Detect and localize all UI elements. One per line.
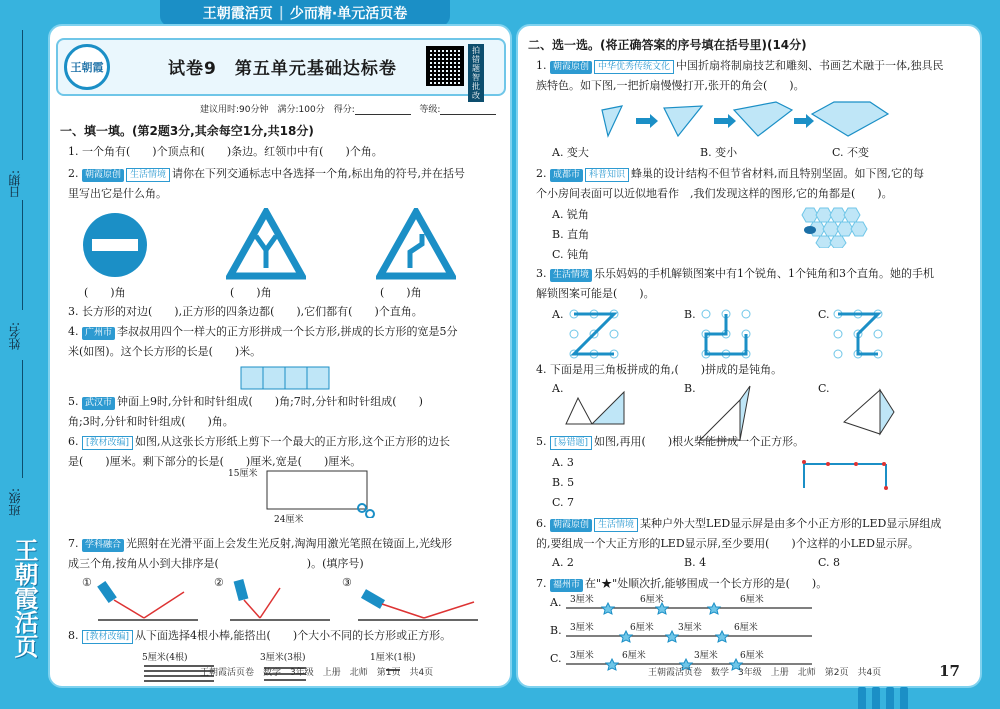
header-brand: 王朝霞活页 [202,6,273,22]
r-q7-c-seg3: 3厘米 [694,651,718,661]
r-tag-original-2: 朝霞原创 [550,519,592,532]
r-q7-line: 在"★"处顺次折,能够围成一个长方形的是( )。 [585,577,828,590]
right-page [516,24,982,688]
bar-1 [858,687,866,709]
r-q7-label-a: A. [550,596,562,609]
r-q7-b-seg4: 6厘米 [734,623,758,633]
q4-line1: 李叔叔用四个一样大的正方形拼成一个长方形,拼成的长方形的宽是5分 [117,325,458,338]
rectangle-paper-figure [266,470,376,518]
section-1-heading: 一、填一填。(第2题3分,其余每空1分,共18分) [60,124,314,138]
left-page [48,24,512,688]
set-square-figure-c [840,382,900,438]
r-q2-opt-c: C. 钝角 [552,248,590,261]
unlock-pattern-c [830,306,886,362]
r-question-7: 7. 福州市 在"★"处顺次折,能够围成一个长方形的是( )。 [536,577,828,590]
r-q7-b-line [566,630,816,644]
curve-road-sign-icon [376,208,456,280]
q2-line1: 请你在下列交通标志中各选择一个角,标出角的符号,并在括号 [172,167,466,180]
r-q1-line1: 中国折扇将制扇技艺和雕刻、书画艺术融于一体,独具民 [676,59,944,72]
q2-caption-2: ( )角 [230,286,272,299]
r-q5-line: 如图,再用( )根火柴能拼成一个正方形。 [594,435,805,448]
r-q2-line2: 个小房间表面可以近似地看作 ,我们发现这样的图形,它的角都是( )。 [536,187,893,200]
stick-label-2: 3厘米(3根) [260,653,306,663]
no-entry-sign-icon [80,210,150,280]
q7-mark-1: ① [82,576,92,589]
tag-life: 生活情境 [126,168,170,182]
r-q7-c-seg2: 6厘米 [622,651,646,661]
r-tag-original: 朝霞原创 [550,61,592,74]
q2-caption-1: ( )角 [84,286,126,299]
date-label: 日期: [8,170,22,199]
q6-width-label: 24厘米 [274,515,304,525]
r-q2-opt-b: B. 直角 [552,228,590,241]
four-squares-figure [240,366,332,390]
question-7: 7. 学科融合 光照射在光滑平面上会发生光反射,淘淘用激光笔照在镜面上,光线形 成三个角,按角从小到大排序是( )。(填序号) [68,537,453,570]
question-3: 3. 长方形的对边( ),正方形的四条边都( ),它们都有( )个直角。 [68,305,423,318]
decorative-bars [858,687,908,709]
r-q7-b-seg2: 6厘米 [630,623,654,633]
grade-blank[interactable] [440,105,496,115]
top-header-tab [160,0,450,26]
r-q3-line2: 解锁图案可能是( )。 [536,287,655,300]
date-line [22,30,23,160]
bar-2 [872,687,880,709]
r-question-1: 1. 朝霞原创 中华优秀传统文化 中国折扇将制扇技艺和雕刻、书画艺术融于一体,独具民 族特色。如下图,一把折扇慢慢打开,张开的角会( )。 [536,59,944,92]
r-tag-life-2: 生活情境 [594,518,638,532]
r-q7-b-seg1: 3厘米 [570,623,594,633]
tag-original: 朝霞原创 [82,169,124,182]
honeycomb-icon [794,206,874,248]
r-q6-line2: 的,要组成一个大正方形的LED显示屏,至少要用( )个这样的小LED显示屏。 [536,537,919,550]
title-box [56,38,506,100]
q4-line2: 米(如图)。这个长方形的长是( )米。 [68,345,262,358]
r-q2-line1: 蜂巢的设计结构不但节省材料,而且特别坚固。如下图,它的每 [631,167,925,180]
page-number: 17 [939,662,960,680]
q7-mark-3: ③ [342,576,352,589]
class-line [22,360,23,478]
r-q4-opt-c: C. [818,382,830,395]
section-2-heading: 二、选一选。(将正确答案的序号填在括号里)(14分) [528,38,807,52]
q2-line2: 里写出它是什么角。 [68,187,167,200]
paper-title: 试卷9 第五单元基础达标卷 [168,59,397,79]
r-q7-c-seg1: 3厘米 [570,651,594,661]
left-footer: 王朝霞活页卷 数学 3年级 上册 北师 第1页 共4页 [200,668,434,678]
r-question-5: 5. [易错题] 如图,再用( )根火柴能拼成一个正方形。 [536,435,805,448]
r-question-2: 2. 成都市 科普知识 蜂巢的设计结构不但节省材料,而且特别坚固。如下图,它的每 个小房间表面可以近似地看作 ,我们发现这样的图形,它的角都是( )。 [536,167,925,200]
r-tag-life: 生活情境 [550,269,592,282]
question-1: 1. 一个角有( )个顶点和( )条边。红领巾中有( )个角。 [68,145,383,158]
bar-3 [886,687,894,709]
r-q5-opt-b: B. 5 [552,476,575,489]
r-q6-line1: 某种户外大型LED显示屏是由多个小正方形的LED显示屏组成 [640,517,942,530]
r-q6-opt-a: A. 2 [552,556,574,569]
r-q1-opt-a: A. 变大 [552,146,589,159]
laser-figure-1 [94,578,204,624]
r-question-4: 4. 下面是用三角板拼成的角,( )拼成的是钝角。 [536,363,783,376]
header-series: 少而精·单元活页卷 [289,6,408,22]
question-2: 2. 朝霞原创 生活情境 请你在下列交通标志中各选择一个角,标出角的符号,并在括号 里写出它是什么角。 [68,167,466,200]
r-q7-a-line [566,602,816,616]
grade-label: 等级: [419,105,441,115]
r-q7-b-seg3: 3厘米 [678,623,702,633]
tag-interdisciplinary: 学科融合 [82,539,124,552]
r-q7-a-seg2: 6厘米 [640,595,664,605]
r-q7-a-seg1: 3厘米 [570,595,594,605]
q6-line1: 如图,从这张长方形纸上剪下一个最大的正方形,这个正方形的边长 [135,435,451,448]
r-question-3: 3. 生活情境 乐乐妈妈的手机解锁图案中有1个锐角、1个钝角和3个直角。她的手机 解锁图案可能是( )。 [536,267,935,300]
r-tag-fuzhou: 福州市 [550,579,583,592]
brand-vertical-text: 王朝霞活页 [10,538,38,658]
unlock-pattern-a [566,306,622,362]
score-blank[interactable] [355,105,411,115]
question-5: 5. 武汉市 钟面上9时,分针和时针组成( )角;7时,分针和时针组成( ) 角;3时,分针和时针组成( )角。 [68,395,423,428]
q6-height-label: 15厘米 [228,469,258,479]
class-label: 班级: [8,488,22,517]
r-q5-opt-a: A. 3 [552,456,574,469]
question-4: 4. 广州市 李叔叔用四个一样大的正方形拼成一个长方形,拼成的长方形的宽是5分 米(如图)。这个长方形的长是( )米。 [68,325,458,358]
qr-code-icon[interactable] [426,46,464,86]
r-q7-label-c: C. [550,652,562,665]
q8-line: 从下面选择4根小棒,能搭出( )个大小不同的长方形或正方形。 [135,629,452,642]
r-q2-opt-a: A. 锐角 [552,208,589,221]
question-8: 8. [教材改编] 从下面选择4根小棒,能搭出( )个大小不同的长方形或正方形。 [68,629,452,642]
q5-line1: 钟面上9时,分针和时针组成( )角;7时,分针和时针组成( ) [117,395,423,408]
stick-label-1: 5厘米(4根) [142,653,188,663]
r-q6-opt-b: B. 4 [684,556,707,569]
r-tag-chengdu: 成都市 [550,169,583,182]
q7-mark-2: ② [214,576,224,589]
r-question-6: 6. 朝霞原创 生活情境 某种户外大型LED显示屏是由多个小正方形的LED显示屏组成 的,要组成一个大正方形的LED显示屏,至少要用( )个这样的小LED显示屏。 [536,517,942,550]
name-line [22,200,23,310]
r-q1-opt-c: C. 不变 [832,146,870,159]
brand-logo: 王朝霞 [64,44,110,90]
unlock-pattern-b [698,306,754,362]
qr-label: 拍错题智批改 [468,44,484,102]
right-footer: 王朝霞活页卷 数学 3年级 上册 北师 第2页 共4页 [648,668,882,678]
name-label: 姓名: [8,322,22,351]
r-q1-line2: 族特色。如下图,一把折扇慢慢打开,张开的角会( )。 [536,79,805,92]
r-q4-opt-b: B. [684,382,696,395]
r-q3-opt-b: B. [684,308,696,321]
r-q7-label-b: B. [550,624,562,637]
r-q7-c-seg4: 6厘米 [740,651,764,661]
r-q6-opt-c: C. 8 [818,556,841,569]
r-tag-error-prone: [易错题] [550,436,592,450]
left-strip [0,0,48,709]
tag-city-wuhan: 武汉市 [82,397,115,410]
tag-textbook: [教材改编] [82,436,133,450]
r-q4-opt-a: A. [552,382,564,395]
folding-fan-figure [598,100,898,142]
r-q7-a-seg3: 6厘米 [740,595,764,605]
r-q5-opt-c: C. 7 [552,496,575,509]
r-q3-opt-c: C. [818,308,830,321]
header-separator: | [278,5,284,21]
q2-caption-3: ( )角 [380,286,422,299]
set-square-figure-a [562,386,632,428]
tag-textbook-2: [教材改编] [82,630,133,644]
tag-city-guangzhou: 广州市 [82,327,115,340]
meta-text: 建议用时:90分钟 满分:100分 得分: [200,105,355,115]
laser-figure-3 [354,578,484,624]
bar-4 [900,687,908,709]
r-q3-line1: 乐乐妈妈的手机解锁图案中有1个锐角、1个钝角和3个直角。她的手机 [594,267,935,280]
r-q1-opt-b: B. 变小 [700,146,738,159]
laser-figure-2 [226,578,336,624]
question-6: 6. [教材改编] 如图,从这张长方形纸上剪下一个最大的正方形,这个正方形的边长 是( )厘米。剩下部分的长是( )厘米,宽是( )厘米。 [68,435,451,468]
brand-vertical [4,538,44,665]
q7-line1: 光照射在光滑平面上会发生光反射,淘淘用激光笔照在镜面上,光线形 [126,537,453,550]
r-tag-culture: 中华优秀传统文化 [594,60,674,74]
stick-label-3: 1厘米(1根) [370,653,416,663]
matchsticks-figure [800,458,890,494]
y-junction-sign-icon [226,208,306,280]
meta-line [200,102,496,115]
q6-line2: 是( )厘米。剩下部分的长是( )厘米,宽是( )厘米。 [68,455,362,468]
r-q3-opt-a: A. [552,308,564,321]
q5-line2: 角;3时,分针和时针组成( )角。 [68,415,234,428]
q7-line2: 成三个角,按角从小到大排序是( )。(填序号) [68,557,364,570]
r-tag-science: 科普知识 [585,168,629,182]
